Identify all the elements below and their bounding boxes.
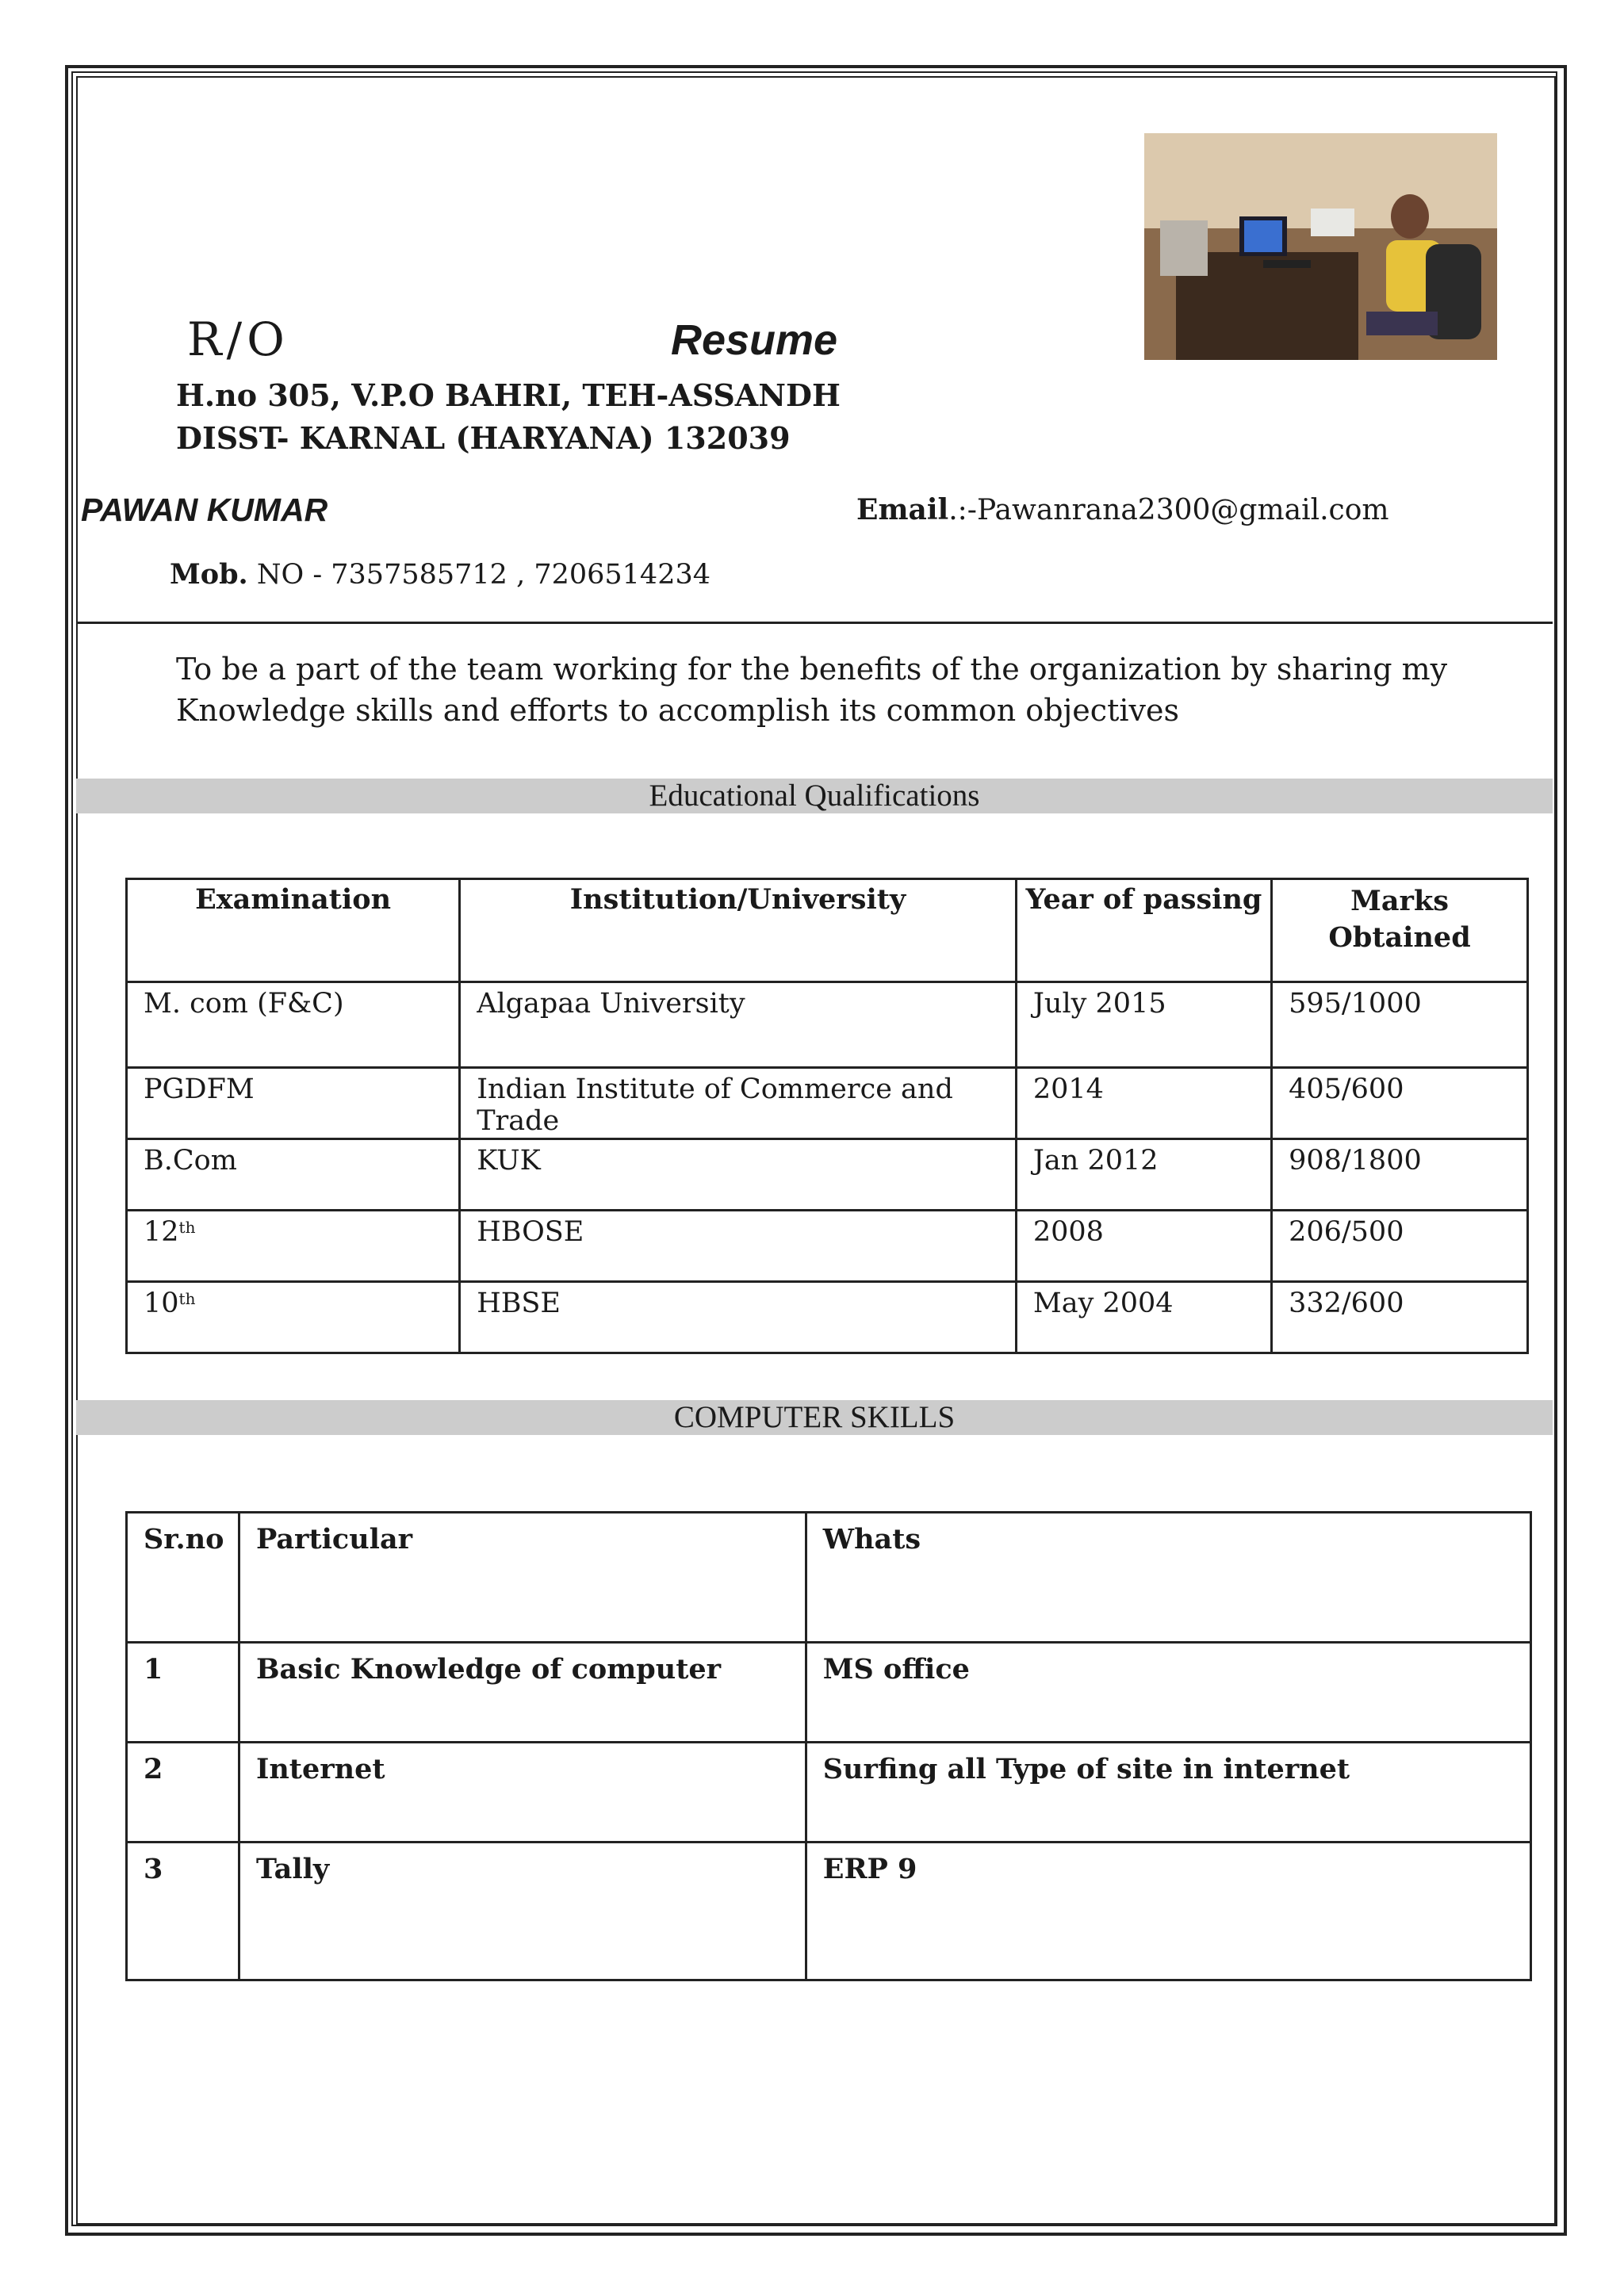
table-row bbox=[127, 1743, 1531, 1843]
address-line-2: DISST- KARNAL (HARYANA) 132039 bbox=[176, 420, 791, 456]
objective-text: To be a part of the team working for the benefits of the organization by sharing my Knowledge skills and efforts to accomplish its common objectives bbox=[176, 652, 1448, 728]
whats-cell: MS office bbox=[806, 1643, 1530, 1743]
exam-cell: M. com (F&C) bbox=[127, 982, 460, 1068]
education-table bbox=[125, 878, 1529, 1354]
skills-section-title: COMPUTER SKILLS bbox=[76, 1400, 1553, 1435]
column-header: Whats bbox=[806, 1513, 1530, 1643]
table-header-row bbox=[127, 1513, 1531, 1643]
institution-cell: Indian Institute of Commerce and Trade bbox=[460, 1068, 1017, 1139]
table-header-row bbox=[127, 879, 1528, 982]
table-row bbox=[127, 1139, 1528, 1211]
marks-cell: 595/1000 bbox=[1272, 982, 1528, 1068]
marks-cell: 332/600 bbox=[1272, 1282, 1528, 1353]
year-cell: May 2004 bbox=[1016, 1282, 1271, 1353]
email-line bbox=[856, 493, 1389, 526]
table-row bbox=[127, 1068, 1528, 1139]
column-header: Sr.no bbox=[127, 1513, 239, 1643]
column-header: Particular bbox=[239, 1513, 806, 1643]
column-header: Institution/University bbox=[460, 879, 1017, 982]
profile-photo bbox=[1144, 133, 1497, 360]
institution-cell: HBOSE bbox=[460, 1211, 1017, 1282]
header-divider bbox=[76, 622, 1553, 624]
education-section-title: Educational Qualifications bbox=[76, 779, 1553, 813]
year-cell: 2014 bbox=[1016, 1068, 1271, 1139]
table-row bbox=[127, 982, 1528, 1068]
address-line-1: H.no 305, V.P.O BAHRI, TEH-ASSANDH bbox=[176, 377, 841, 413]
year-cell: 2008 bbox=[1016, 1211, 1271, 1282]
table-row bbox=[127, 1843, 1531, 1980]
column-header: Marks Obtained bbox=[1272, 879, 1528, 982]
institution-cell: HBSE bbox=[460, 1282, 1017, 1353]
email-label: Email bbox=[856, 493, 949, 526]
candidate-name: PAWAN KUMAR bbox=[81, 492, 328, 528]
whats-cell: ERP 9 bbox=[806, 1843, 1530, 1980]
particular-cell: Basic Knowledge of computer bbox=[239, 1643, 806, 1743]
particular-cell: Tally bbox=[239, 1843, 806, 1980]
marks-cell: 405/600 bbox=[1272, 1068, 1528, 1139]
mobile-line bbox=[170, 558, 710, 591]
exam-cell: B.Com bbox=[127, 1139, 460, 1211]
mobile-value: NO - 7357585712 , 7206514234 bbox=[247, 559, 711, 591]
column-header: Examination bbox=[127, 879, 460, 982]
email-value: .:-Pawanrana2300@gmail.com bbox=[948, 494, 1389, 526]
year-cell: July 2015 bbox=[1016, 982, 1271, 1068]
page-title: Resume bbox=[671, 316, 838, 364]
table-row bbox=[127, 1643, 1531, 1743]
skills-table bbox=[125, 1511, 1532, 1981]
year-cell: Jan 2012 bbox=[1016, 1139, 1271, 1211]
column-header: Year of passing bbox=[1016, 879, 1271, 982]
particular-cell: Internet bbox=[239, 1743, 806, 1843]
table-row bbox=[127, 1282, 1528, 1353]
marks-cell: 908/1800 bbox=[1272, 1139, 1528, 1211]
exam-cell: 12th bbox=[127, 1211, 460, 1282]
serial-cell: 1 bbox=[127, 1643, 239, 1743]
table-row bbox=[127, 1211, 1528, 1282]
ro-label: R/O bbox=[187, 312, 289, 366]
marks-cell: 206/500 bbox=[1272, 1211, 1528, 1282]
exam-cell: PGDFM bbox=[127, 1068, 460, 1139]
institution-cell: KUK bbox=[460, 1139, 1017, 1211]
mobile-label: Mob. bbox=[170, 558, 248, 591]
serial-cell: 2 bbox=[127, 1743, 239, 1843]
exam-cell: 10th bbox=[127, 1282, 460, 1353]
whats-cell: Surfing all Type of site in internet bbox=[806, 1743, 1530, 1843]
serial-cell: 3 bbox=[127, 1843, 239, 1980]
institution-cell: Algapaa University bbox=[460, 982, 1017, 1068]
